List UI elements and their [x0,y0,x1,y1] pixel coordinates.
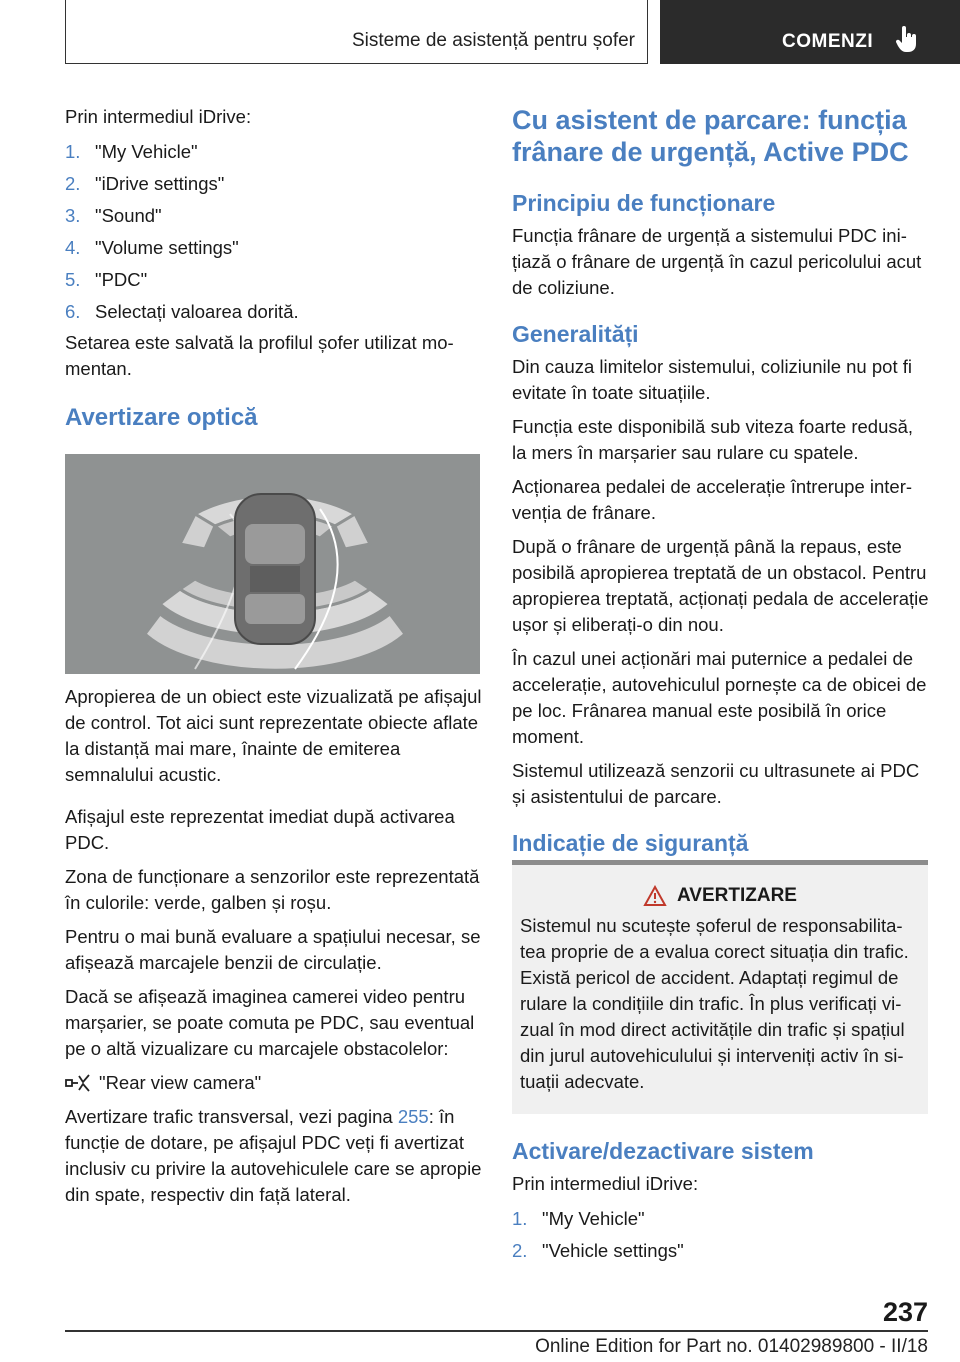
list-item: 2. "iDrive settings" [65,173,225,194]
rear-camera-item [65,1070,483,1096]
pdc-car-graphic [65,454,480,674]
section-title: Sisteme de asistență pentru șofer [351,30,635,51]
principle-heading: Principiu de funcționare [512,190,776,216]
pdc-display-illustration [65,454,480,674]
settings-steps-list [65,136,483,328]
rear-camera-icon [65,1074,91,1092]
para-camera-switch: Dacă se afișează imaginea camerei video pentru marșarier, se poate comuta pe PDC, sau eventual pe o altă vizualizare cu marcajele obstacolelor: [65,986,475,1059]
chapter-tab[interactable] [660,0,960,64]
right-column [512,104,932,857]
edition-footer: Online Edition for Part no. 01402989800 - II/18 [535,1336,928,1357]
activation-intro: Prin intermediul iDrive: [512,1173,699,1194]
para-approach-display: Apropierea de un obiect este vizualizată pe afișajul de control. Tot aici sunt reprezentate obiecte aflate la distanță mai mare, înainte de emiterea semnalului acustic. [65,686,482,785]
page-link-255[interactable]: 255 [397,1106,429,1127]
list-item: 5. "PDC" [65,269,148,290]
warning-triangle-icon [643,885,667,907]
general-heading: Generalități [512,321,639,347]
safety-heading: Indicație de siguranță [512,830,749,856]
activation-heading: Activare/dezactivare sistem [512,1138,814,1164]
warning-box [512,860,928,1114]
optical-warning-heading: Avertizare optică [65,404,258,431]
idrive-intro: Prin intermediul iDrive: [65,106,252,127]
pointing-hand-icon [896,26,918,54]
list-item: 6. Selectați valoarea dorită. [65,301,299,322]
general-para-6: Sistemul utilizează senzorii cu ultrasunete ai PDC și asistentului de parcare. [512,760,920,807]
warning-header [520,885,920,907]
general-para-5: În cazul unei acționări mai puternice a pedalei de accelerație, autovehiculul pornește ca de obicei de pe loc. Frânarea manual este posibilă în orice moment. [512,648,927,747]
list-item: 2. "Vehicle settings" [512,1240,684,1261]
header-section-box [65,0,648,64]
left-column-lower [65,684,483,1216]
general-para-2: Funcția este disponibilă sub viteza foarte redusă, la mers în marșarier sau rulare cu spatele. [512,416,914,463]
activation-steps-list [512,1203,932,1267]
principle-text: Funcția frânare de urgență a sistemului PDC inițiază o frânare de urgență în cazul pericolului acut de coliziune. [512,225,922,298]
para-display-activation: Afișajul este reprezentat imediat după activarea PDC. [65,806,455,853]
list-item: 3. "Sound" [65,205,162,226]
left-column [65,104,483,432]
chapter-tab-label: COMENZI [782,31,874,52]
saved-note: Setarea este salvată la profilul șofer utilizat momentan. [65,332,454,379]
para-cross-traffic: Avertizare trafic transversal, vezi pagina 255: în funcție de dotare, pe afișajul PDC veți fi avertizat inclusiv cu privire la autovehiculele care se apropie din spate, respectiv din față lateral. [65,1106,482,1205]
warning-text: Sistemul nu scutește șoferul de responsabilitatea proprie de a evalua corect situația din trafic. Există pericol de accident. Adaptați regimul de rulare la condițiile din trafic. În plus verificați vizual în mod direct activitățile din trafic și spațiul din jurul autovehiculului și interveniți activ în situații adecvate. [520,915,909,1092]
general-para-3: Acționarea pedalei de accelerație întrerupe intervenția de frânare. [512,476,913,523]
rear-camera-label: "Rear view camera" [99,1072,262,1093]
warning-title: AVERTIZARE [677,885,797,906]
list-item: 1. "My Vehicle" [512,1208,645,1229]
general-para-4: După o frânare de urgență până la repaus, este posibilă apropierea treptată de un obstacol. Pentru apropierea treptată, acționați pedala de accelerație ușor și eliberați-o din nou. [512,536,929,635]
right-column-lower [512,1138,932,1267]
list-item: 4. "Volume settings" [65,237,239,258]
list-item: 1. "My Vehicle" [65,141,198,162]
footer-divider [65,1330,928,1332]
para-lane-markings: Pentru o mai bună evaluare a spațiului necesar, se afișează marcajele benzii de circulație. [65,926,481,973]
page-number: 237 [882,1297,928,1327]
general-para-1: Din cauza limitelor sistemului, coliziunile nu pot fi evitate în toate situațiile. [512,356,912,403]
main-heading: Cu asistent de parcare: funcția frânare de urgență, Active PDC [512,105,909,167]
para-sensor-colors: Zona de funcționare a senzorilor este reprezentată în culorile: verde, galben și roșu. [65,866,480,913]
